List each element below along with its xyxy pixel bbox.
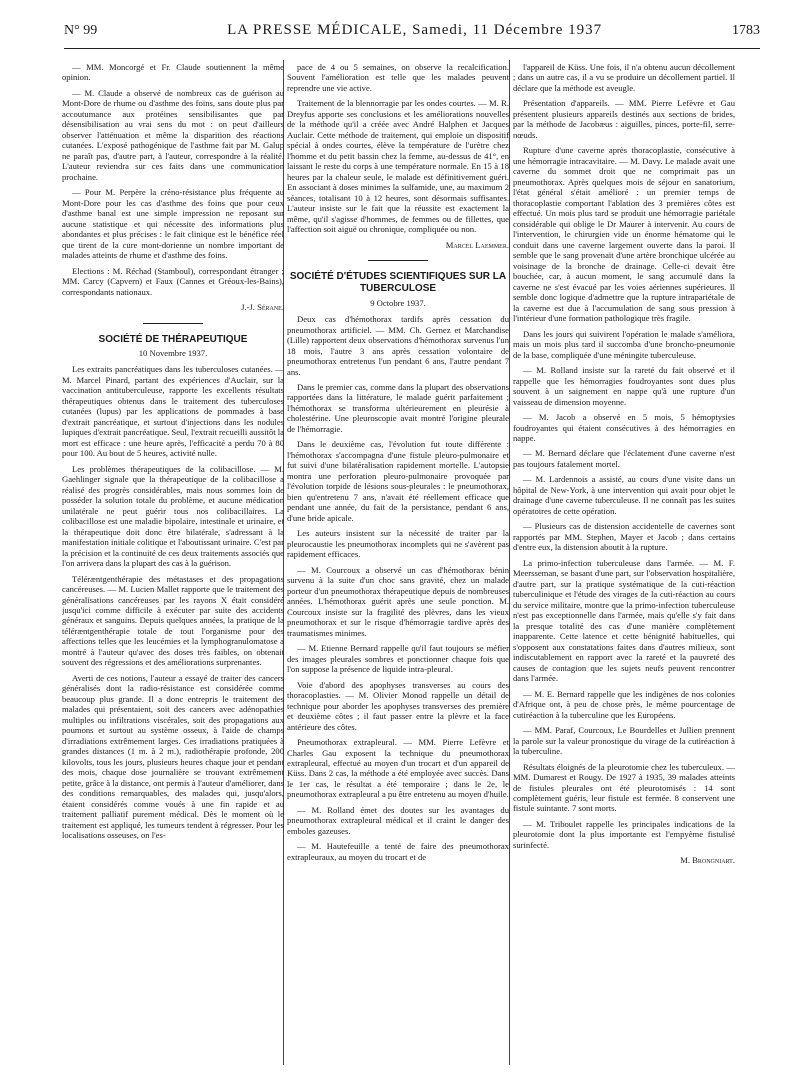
paragraph: Présentation d'appareils. — MM. Pierre Lefèvre et Gau présentent plusieurs appareils destinés aux sections de brides, par la méthode de Jacobæus : aiguilles, pinces, porte-fil, serre-nœuds. (513, 98, 735, 140)
journal-title: LA PRESSE MÉDICALE, Samedi, 11 Décembre 1937 (227, 22, 603, 38)
paragraph: pace de 4 ou 5 semaines, on observe la recalcification. Souvent l'amélioration est telle que les malades peuvent reprendre une vie active. (287, 62, 509, 93)
paragraph: Voie d'abord des apophyses transverses au cours des thoracoplasties. — M. Olivier Monod rappelle un détail de technique pour aborder les apophyses transverses des première et deuxième côtes ; il faut passer entre la plèvre et la face antérieure des côtes. (287, 679, 509, 732)
paragraph: Dans le premier cas, comme dans la plupart des observations rapportées dans la littérature, le malade guérit parfaitement ; l'hémothorax se transforma ultérieurement en pleurésie à cholestérine. Une pleuroscopie avait montré l'origine pleurale de l'hémorragie. (287, 382, 509, 434)
paragraph: Traitement de la blennorragie par les ondes courtes. — M. R. Dreyfus apporte ses conclusions et les améliorations nouvelles de la méthode qu'il a créée avec André Halphen et Jacques Auclair. Cette méthode de traitement, qui emploie un dispositif spécial à ondes courtes, élève la température de l'urètre chez l'homme et du petit bassin chez la femme, au-dessus de 41°, en laissant le reste du corps à une température normale. En 15 à 18 heures par la chaleur seule, le malade est définitivement guéri. En associant à doses minimes la sulfamide, une, au maximum 2 séances, totalisant 10 à 12 heures, sont désormais suffisantes. L'auteur insiste sur le fait que la réussite est exactement la même, qu'il s'agisse d'hommes, de femmes ou de fillettes, que l'affection soit aiguë ou chronique, compliquée ou non. (287, 98, 509, 235)
paragraph: — M. Rolland émet des doutes sur les avantages du pneumothorax extrapleural médical et il craint le danger des emboles gazeuses. (287, 804, 509, 836)
paragraph: — M. Hautefeuille a tenté de faire des pneumothorax extrapleuraux, au moyen du trocart et de (287, 841, 509, 862)
signature: M. Brongniart. (680, 855, 735, 866)
signature: J.-J. Sérane. (241, 302, 284, 313)
paragraph: Téléræntgenthérapie des métastases et des propagations cancéreuses. — M. Lucien Mallet rapporte que le traitement des généralisations cancéreuses par les rayons X était considéré jusqu'ici comme difficile à exécuter par suite des accidents généraux et sanguins. Depuis quelques années, la pratique de la téléræntgenthérapie totale de tout l'organisme pour des affections telles que les leucémies et la lymphogranulomatose a montré à l'auteur qu'avec des doses très faibles, on obtenait souvent des régressions et des améliorations surprenantes. (62, 573, 284, 668)
column-right (513, 62, 735, 1067)
divider (368, 260, 428, 261)
paragraph: Les extraits pancréatiques dans les tuberculoses cutanées. — M. Marcel Pinard, partant des expériences d'Auclair, sur la vaccination antituberculeuse, rapporte les excellents résultats thérapeutiques obtenus dans le traitement des tuberculoses cutanées (lupus) par les applications de pommades à base d'extrait pancréatique, et surtout d'injections dans les nodules lupiques d'extrait pancréatique. Seul, l'extrait recueilli aussitôt la mort est efficace : une heure après, l'efficacité a perdu 70 à 80 pour 100. Au bout de 5 heures, activité nulle. (62, 364, 284, 459)
paragraph: Dans les jours qui suivirent l'opération le malade s'améliora, mais un mois plus tard il succomba d'une broncho-pneumonie de la base, compliquée d'une méningite tuberculeuse. (513, 328, 735, 360)
paragraph: — M. Courcoux a observé un cas d'hémothorax bénin survenu à la suite d'un choc sans gravité, chez un malade porteur d'un pneumothorax thérapeutique depuis de nombreuses années. L'hémothorax guérit après une seule ponction. M. Courcoux insiste sur la fragilité des plèvres, dans les vieux pneumothorax et sur le risque d'hémorragie tardive après des traumatismes minimes. (287, 564, 509, 638)
paragraph: Rupture d'une caverne après thoracoplastie, consécutive à une hémorragie intracavitaire. — M. Davy. Le malade avait une caverne du sommet droit que ne comprimait pas un pneumothorax. Après quelques mois de séjour en sanatorium, l'état général s'était amélioré : un premier temps de thoracoplastie comportant l'ablation des 3 premières côtes est effectué. Un mois plus tard se produit une hémorragie pariétale considérable qui oblige le Dr Maurer à intervenir. Au cours de l'intervention, le chirurgien vide un énorme hématome qui le conduit dans une caverne largement ouverte dans la paroi. Il semble que le sang provenait d'une artère bronchique ulcérée au voisinage de la bronche de drainage. Celle-ci devait être bouchée, car, à aucun moment, le sang accumulé dans la caverne ne s'est évacué par les voies aériennes supérieures. Il semble donc logique d'admettre que la rupture intrapariétale de la caverne est due à l'accumulation de sang sous pression à l'intérieur d'une formation pathologique très fragile. (513, 145, 735, 324)
paragraph: Pneumothorax extrapleural. — MM. Pierre Lefèvre et Charles Gau exposent la technique du pneumothorax extrapleural, effectué au moyen d'un trocart et d'un appareil de Küss. Dans 2 cas, la méthode a été employée avec succès. Dans le 1er cas, le résultat a été temporaire ; dans le 2e, le pneumothorax extrapleural a pu être entretenu au moyen d'huile. (287, 737, 509, 800)
paragraph: — Plusieurs cas de distension accidentelle de cavernes sont rapportés par MM. Stephen, Mayer et Jacob ; dans certains d'entre eux, la distension aboutit à la rupture. (513, 521, 735, 553)
section-title: SOCIÉTÉ DE THÉRAPEUTIQUE (98, 333, 248, 345)
page-number-right: 1783 (731, 23, 760, 38)
paragraph: Elections : M. Réchad (Stamboul), correspondant étranger ; MM. Carcy (Capvern) et Faux (Cannes et Gréoux-les-Bains), correspondants nationaux. (62, 265, 284, 297)
section-date: 10 Novembre 1937. (138, 347, 208, 358)
paragraph: Les auteurs insistent sur la nécessité de traiter par la pleurocaustie les pneumothorax incomplets qui ne s'avèrent pas rapidement efficaces. (287, 528, 509, 560)
paragraph: l'appareil de Küss. Une fois, il n'a obtenu aucun décollement ; dans un autre cas, il a vu se produire un décollement partiel. Il déclare que la méthode est aveugle. (513, 62, 735, 93)
paragraph: — M. Lardennois a assisté, au cours d'une visite dans un hôpital de New-York, à une intervention qui avait pour objet le drainage d'une caverne tuberculeuse. Il ne connaît pas les suites opératoires de cette opération. (513, 474, 735, 516)
paragraph: — MM. Paraf, Courcoux, Le Bourdelles et Jullien prennent la parole sur la valeur pronostique du virage de la cutiréaction à la tuberculine. (513, 725, 735, 757)
paragraph: La primo-infection tuberculeuse dans l'armée. — M. F. Meersseman, se basant d'une part, sur l'observation hospitalière, d'autre part, sur la pratique systématique de la cuti-réaction tuberculinique et l'étude des virages de la cuti-réaction au cours du service militaire, montre que la primo-infection tuberculeuse n'est pas exceptionnelle dans l'armée, mais qu'elle s'y fait dans la presque totalité des cas d'une manière complètement inapparente. Cette latence et cette bénignité habituelles, qui s'opposent aux constatations faites dans d'autres milieux, sont indiscutablement en rapport avec la rareté et la pauvreté des causes de contagion que les sujets neufs peuvent rencontrer dans l'armée. (513, 557, 735, 684)
paragraph: — M. Bernard déclare que l'éclatement d'une caverne n'est pas toujours fatalement mortel. (513, 448, 735, 469)
paragraph: — Pour M. Perpère la créno-résistance plus fréquente au Mont-Dore pour les cas d'asthme des foins que pour ceux d'asthme banal est une simple impression ne reposant sur aucune statistique et qui nécessite des informations plus abondantes et plus précises : le fait clinique est le bénéfice réel que tirent de la cure mont-dorienne un nombre important de malades atteints de rhume et d'asthme des foins. (62, 187, 284, 261)
column-left (62, 62, 284, 1067)
paragraph: — M. Jacob a observé en 5 mois, 5 hémoptysies foudroyantes qui étaient consécutives à des hémorragies en nappe. (513, 412, 735, 443)
paragraph: — M. E. Bernard rappelle que les indigènes de nos colonies d'Afrique ont, à peu de chose près, le même pourcentage de cutiréaction à la tuberculine que les Européens. (513, 688, 735, 720)
divider (143, 323, 203, 324)
paragraph: Deux cas d'hémothorax tardifs après cessation du pneumothorax artificiel. — MM. Ch. Gernez et Marchandise (Lille) rapportent deux observations d'hémothorax survenus l'un 18 mois, l'autre 3 ans après cessation volontaire de pneumothorax entretenus l'un pendant 6 ans, l'autre pendant 7 ans. (287, 314, 509, 377)
section-title: SOCIÉTÉ D'ÉTUDES SCIENTIFIQUES SUR LA TUBERCULOSE (289, 271, 507, 295)
paragraph: — M. Triboulet rappelle les principales indications de la pleurotomie dont la plus importante est l'empyème fistulisé surinfecté. (513, 818, 735, 850)
column-middle (287, 62, 509, 1067)
paragraph: — M. Claude a observé de nombreux cas de guérison au Mont-Dore de rhume ou d'asthme des foins, sans doute plus par accoutumance aux protéines sensibilisantes que par désensibilisation au vrai sens du mot : on peut d'ailleurs observer l'atténuation et même la disparition des réactions cutanées. L'exposé pathogénique de l'asthme fait par M. Galup ne paraît pas, d'autre part, à l'auteur, correspondre à la réalité. L'auteur reviendra sur ces faits dans une communication prochaine. (62, 87, 284, 182)
paragraph: Dans le deuxième cas, l'évolution fut toute différente : l'hémothorax s'accompagna d'une fistule pleuro-pulmonaire et fut suivi d'une bilatéralisation rapidement mortelle. L'autopsie montra une perforation pleuro-pulmonaire provoquée par l'évolution torpide de lésions sous-pleurales : le pneumothorax, bien qu'entretenu 7 ans, n'avait été réellement efficace que pendant une année, du fait de la persistance, pendant 6 ans, d'une bride apicale. (287, 439, 509, 523)
paragraph: Résultats éloignés de la pleurotomie chez les tuberculeux. — MM. Dumarest et Rougy. De 1927 à 1935, 39 malades atteints de fistules pleurales ont été pleurotomisés : 14 sont complètement guéris, leur fistule est fermée. 8 conservent une fistule suintante. 7 sont morts. (513, 761, 735, 814)
page-number: N° 99 (64, 23, 98, 38)
page-header (64, 22, 760, 49)
section-date: 9 Octobre 1937. (370, 297, 426, 308)
paragraph: — M. Etienne Bernard rappelle qu'il faut toujours se méfier des images pleurales sombres et ponctionner chaque fois que l'on suppose la présence de liquide intra-pleural. (287, 643, 509, 675)
paragraph: — MM. Moncorgé et Fr. Claude soutiennent la même opinion. (62, 62, 284, 83)
paragraph: Averti de ces notions, l'auteur a essayé de traiter des cancers généralisés dont la radio-résistance est considérée comme beaucoup plus grande. Il a donc entrepris le traitement des malades qui présentaient, soit des cancers avec adénopathies multiples ou infiltrations viscérales, soit des propagations aux poumons et surtout au système osseux, à l'aide de champs d'irradiations extrêmement larges. Ces irradiations pratiquées à grandes distances (1 m. à 2 m.), radiothérapie profonde, 200 kilovolts, tous les jours, plusieurs heures chaque jour et pendant des mois, chaque dose journalière se trouvant extrêmement petite, grâce à la distance, ont permis à l'auteur d'améliorer, dans des conditions remarquables, des malades qui, jusqu'alors, étaient considérés comme voués à une fin rapide et au traitement palliatif purement médical. Dès le moment où le traitement est appliqué, les tumeurs tendent à régresser. Pour les localisations osseuses, on l'es- (62, 672, 284, 841)
signature: Marcel Laemmer. (445, 239, 509, 250)
paragraph: Les problèmes thérapeutiques de la colibacillose. — M. Gaehlinger signale que la thérapeutique de la colibacillose a réalisé des progrès considérables, mais nous sommes loin de posséder la solution totale du problème, et aucune médication unilatérale ne peut guérir tous nos colibacillaires. La colibacillose est une maladie bipolaire, intestinale et urinaire, et la thérapeutique doit donc être bilatérale, s'adressant à la manifestation initiale colitique et l'aboutissant urinaire. C'est par la précision et la continuité de ces deux traitements associés que l'on arrivera dans la plupart des cas à la guérison. (62, 463, 284, 569)
column-divider (509, 60, 510, 1065)
paragraph: — M. Rolland insiste sur la rareté du fait observé et il rappelle que les hémorragies foudroyantes sont dues plus souvent à un saignement en nappe qu'à une rupture d'un vaisseau de dimension moyenne. (513, 365, 735, 407)
